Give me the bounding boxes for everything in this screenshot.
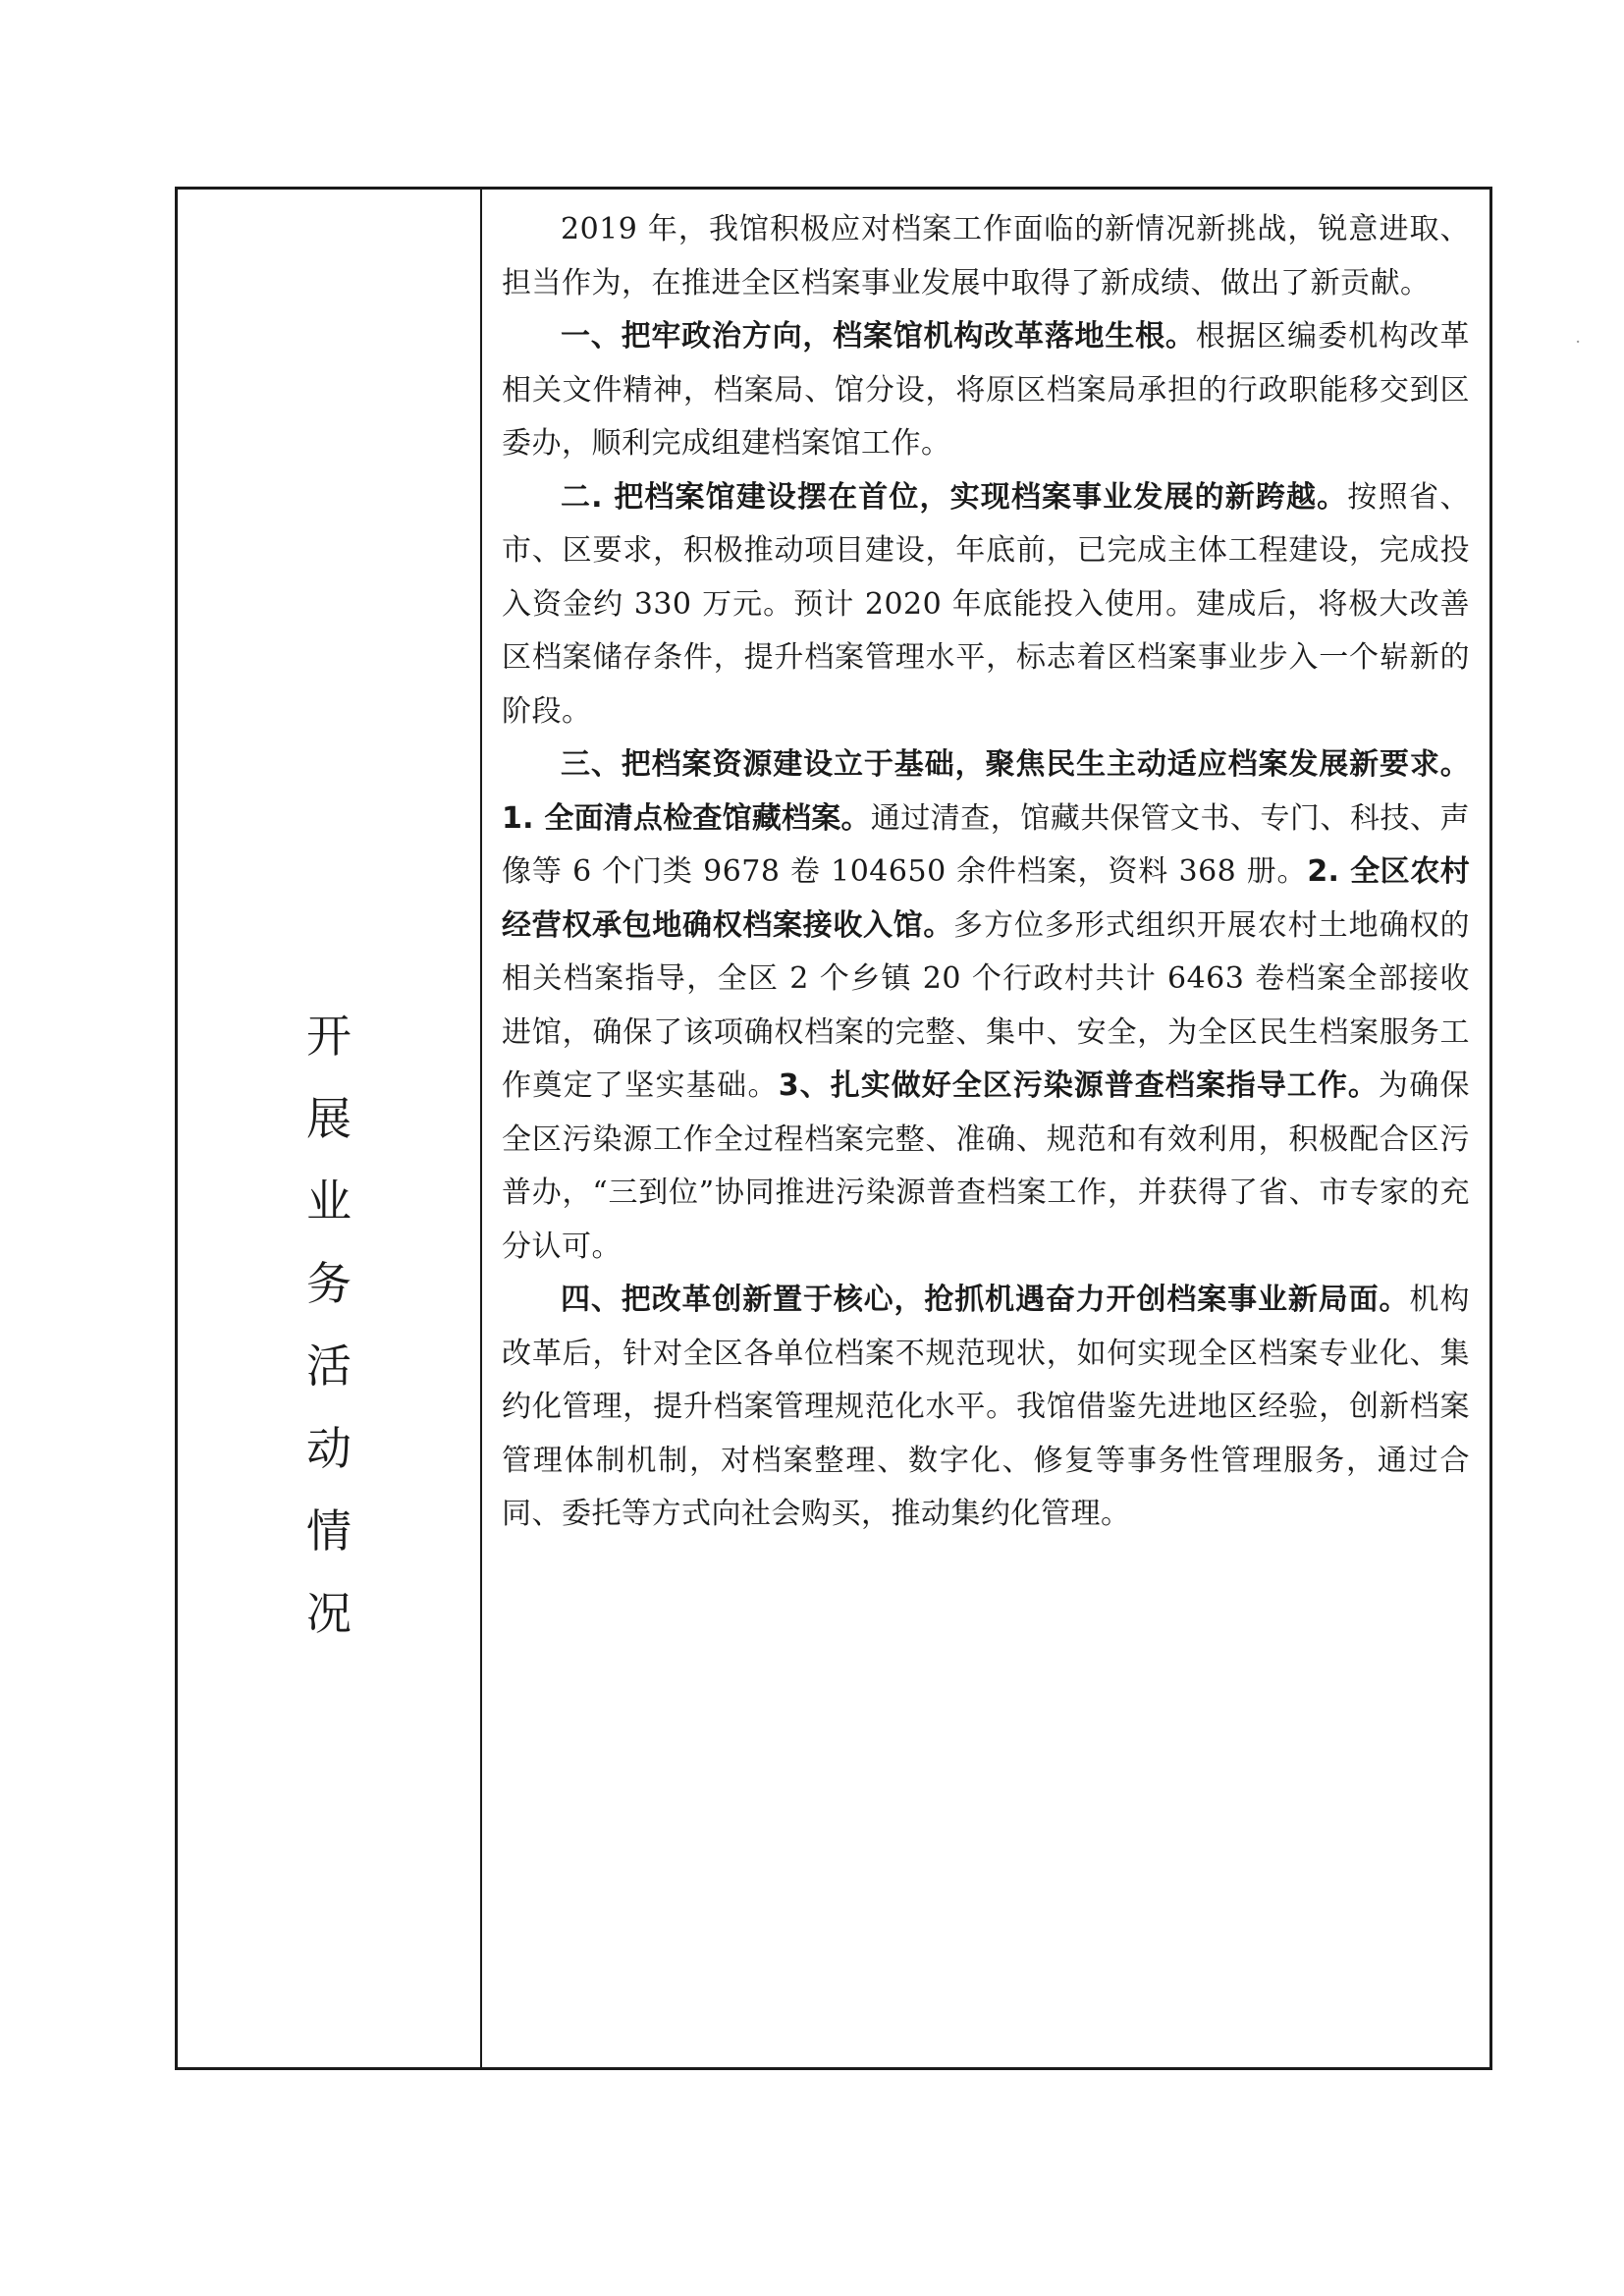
section-2-heading: 二. 把档案馆建设摆在首位，实现档案事业发展的新跨越。 bbox=[561, 479, 1348, 515]
label-char: 情 bbox=[306, 1504, 352, 1558]
intro-paragraph bbox=[502, 203, 1470, 310]
section-2-body: 按照省、市、区要求，积极推动项目建设，年底前，已完成主体工程建设，完成投入资金约 330 万元。预计 2020 年底能投入使用。建成后，将极大改善区档案储存条件，提升档案管理水平，标志着区档案事业步入一个崭新的阶段。 bbox=[502, 479, 1471, 729]
section-3-paragraph bbox=[502, 738, 1470, 1274]
section-1-body: 根据区编委机构改革相关文件精神，档案局、馆分设，将原区档案局承担的行政职能移交到区委办，顺利完成组建档案馆工作。 bbox=[502, 319, 1471, 461]
label-cell bbox=[178, 190, 482, 2067]
label-char: 展 bbox=[306, 1092, 352, 1145]
section-3-item-2-heading: 2. 全区农村经营权承包地确权档案接收入馆。 bbox=[502, 854, 1470, 943]
section-3-item-3-body: 为确保全区污染源工作全过程档案完整、准确、规范和有效利用，积极配合区污普办，“三到位”协同推进污染源普查档案工作，并获得了省、市专家的充分认可。 bbox=[502, 1068, 1471, 1264]
intro-text: 2019 年，我馆积极应对档案工作面临的新情况新挑战，锐意进取、担当作为，在推进全区档案事业发展中取得了新成绩、做出了新贡献。 bbox=[502, 212, 1470, 301]
scan-artifact-mark: · bbox=[1575, 332, 1581, 353]
label-char: 务 bbox=[306, 1257, 352, 1310]
section-4-heading: 四、把改革创新置于核心，抢抓机遇奋力开创档案事业新局面。 bbox=[561, 1283, 1410, 1317]
section-3-item-1-body: 通过清查，馆藏共保管文书、专门、科技、声像等 6 个门类 9678 卷 104650 余件档案，资料 368 册。 bbox=[502, 800, 1470, 889]
label-char: 况 bbox=[306, 1587, 352, 1640]
section-4-body: 机构改革后，针对全区各单位档案不规范现状，如何实现全区档案专业化、集约化管理，提升档案管理规范化水平。我馆借鉴先进地区经验，创新档案管理体制机制，对档案整理、数字化、修复等事务性管理服务，通过合同、委托等方式向社会购买，推动集约化管理。 bbox=[502, 1283, 1470, 1531]
label-char: 活 bbox=[306, 1339, 352, 1393]
section-4-paragraph bbox=[502, 1274, 1470, 1542]
section-3-item-3-heading: 3、扎实做好全区污染源普查档案指导工作。 bbox=[778, 1068, 1379, 1103]
form-table bbox=[175, 187, 1492, 2070]
section-2-paragraph bbox=[502, 471, 1470, 739]
section-3-item-1-heading: 1. 全面清点检查馆藏档案。 bbox=[502, 800, 871, 836]
section-1-heading: 一、把牢政治方向，档案馆机构改革落地生根。 bbox=[561, 319, 1196, 354]
content-cell bbox=[482, 190, 1489, 2067]
section-3-heading: 三、把档案资源建设立于基础，聚焦民生主动适应档案发展新要求。 bbox=[561, 747, 1470, 782]
label-char: 业 bbox=[306, 1175, 352, 1228]
section-label-vertical bbox=[178, 995, 480, 1655]
section-3-item-2-body: 多方位多形式组织开展农村土地确权的相关档案指导，全区 2 个乡镇 20 个行政村共计 6463 卷档案全部接收进馆，确保了该项确权档案的完整、集中、安全，为全区民生档案服务工作奠定了坚实基础。 bbox=[502, 907, 1470, 1103]
section-1-paragraph bbox=[502, 310, 1470, 471]
label-char: 开 bbox=[306, 1010, 352, 1063]
label-char: 动 bbox=[306, 1422, 352, 1475]
